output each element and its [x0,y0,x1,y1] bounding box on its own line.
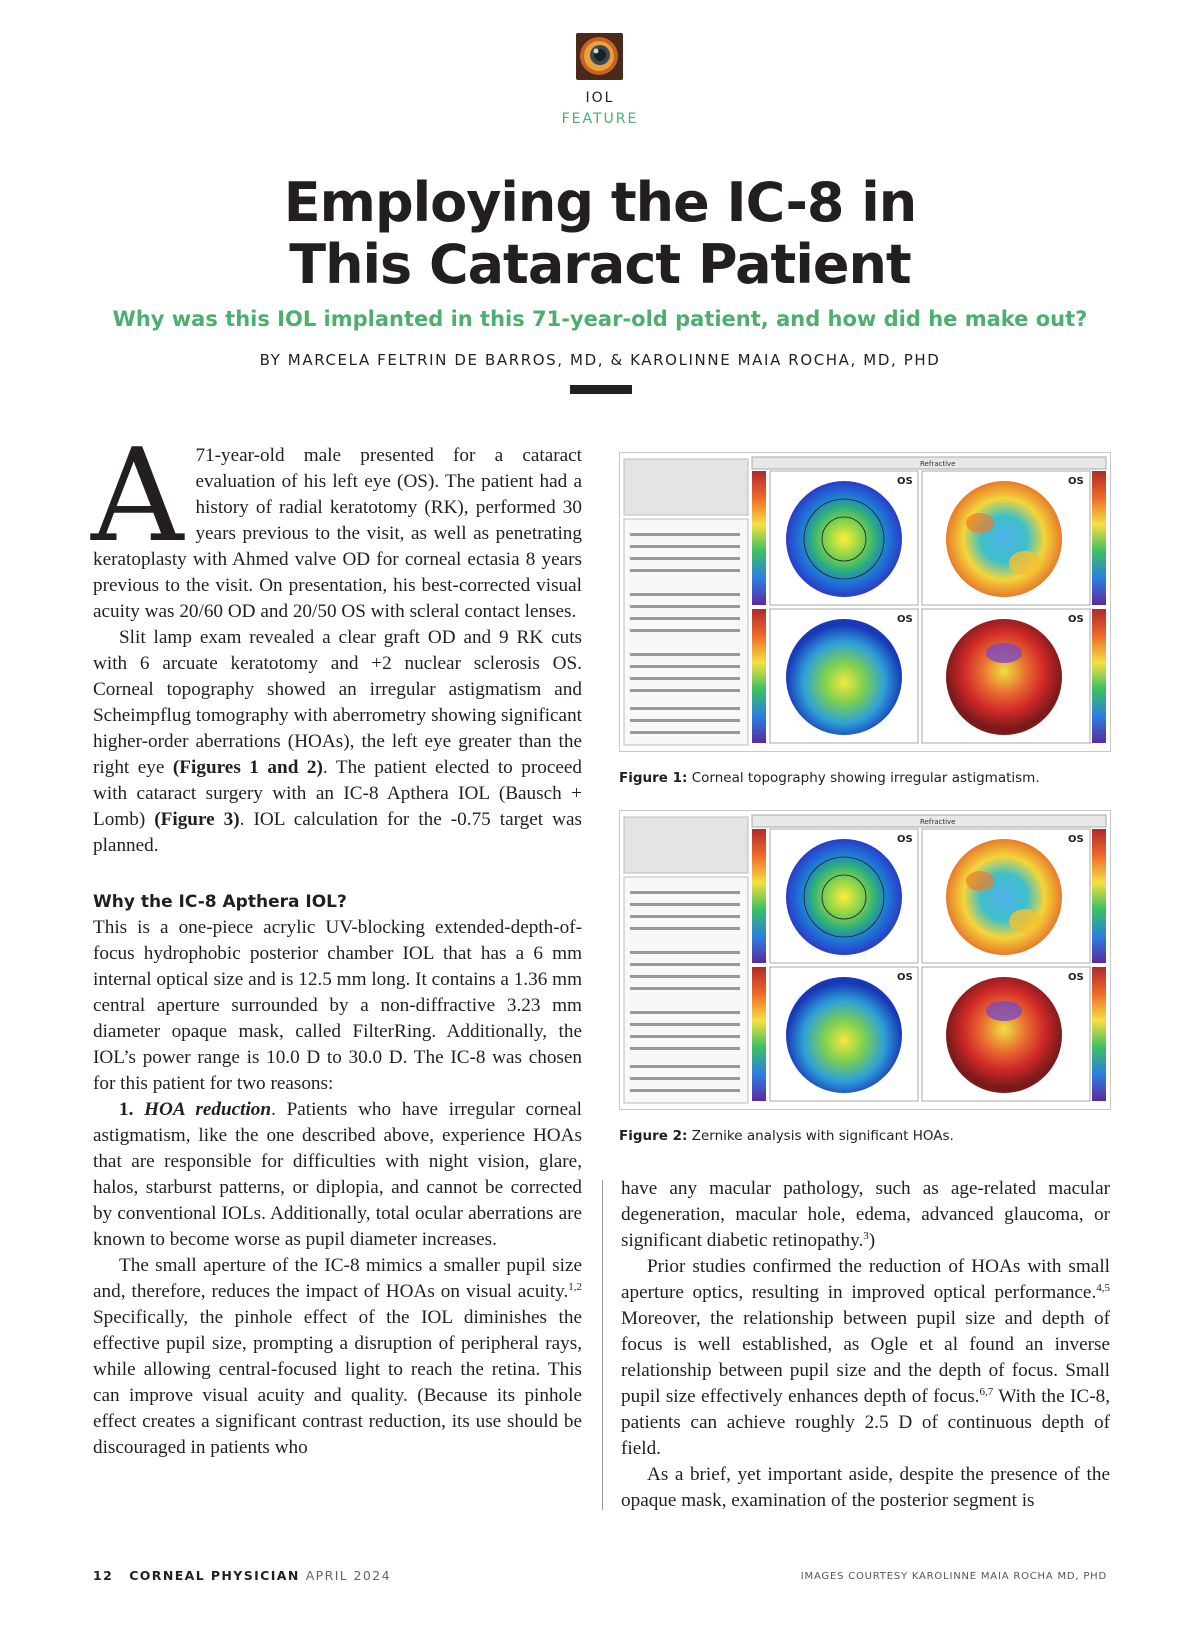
eye-label-os: OS [897,614,913,625]
figure-2-caption [619,1128,954,1144]
eye-label-os: OS [897,476,913,487]
citation: 3 [863,1230,869,1242]
figure-1-caption-text: Corneal topography showing irregular astigmatism. [687,770,1040,786]
article-title [0,172,1200,296]
paragraph-exam-text: Slit lamp exam revealed a clear graft OD and 9 RK cuts with 6 arcuate keratotomy and +2 nuclear sclerosis OS. Corneal topography showed an irregular astigmatism and Scheimpflug tomography with aberrometry showing significant higher-order aberrations (HOAs), the left eye greater than the right eye [93,627,582,778]
figure-1-label: Figure 1: [619,770,688,786]
issue-date: APRIL 2024 [305,1568,391,1583]
subhead: Why the IC-8 Apthera IOL? [93,892,347,912]
left-column [91,422,583,1461]
column-divider [602,1180,603,1510]
list-heading: HOA reduction [144,1099,272,1120]
paragraph-macular-text-2: ) [868,1230,876,1251]
eye-label-os: OS [1068,834,1084,845]
map-title: Refractive [920,818,956,826]
paragraph-aperture-text: The small aperture of the IC-8 mimics a smaller pupil size and, therefore, reduces the impact of HOAs on visual acuity. [93,1255,582,1302]
paragraph-exam [93,625,582,859]
figure-2-caption-text: Zernike analysis with significant HOAs. [687,1128,954,1144]
paragraph-macular [621,1176,1110,1254]
figure-reference-1-2: (Figures 1 and 2) [172,757,323,778]
paragraph-exam-text-2: . The patient elected to proceed with cataract surgery with an IC-8 Apthera IOL (Bausch + Lomb) [93,757,582,830]
zernike-map-graphic [620,811,1110,1109]
figure-1-image [619,452,1111,752]
title-line-1: Employing the IC-8 in [283,171,917,234]
footer [93,1568,391,1583]
title-line-2: This Cataract Patient [289,233,911,296]
drop-cap: A [91,422,184,571]
byline: BY MARCELA FELTRIN DE BARROS, MD, & KAROLINNE MAIA ROCHA, MD, PHD [259,351,941,369]
paragraph-studies-text-3: With the IC-8, patients can achieve roughly 2.5 D of continuous depth of field. [621,1386,1110,1459]
citation: 1,2 [568,1281,582,1293]
paragraph-exam-text-3: . IOL calculation for the -0.75 target was planned. [93,809,582,856]
paragraph-hoa [93,1097,582,1253]
figure-2-label: Figure 2: [619,1128,688,1144]
topography-map-graphic [620,453,1110,751]
eye-label-os: OS [1068,972,1084,983]
paragraph-intro [91,422,582,625]
paragraph-macular-text: have any macular pathology, such as age-related macular degeneration, macular hole, edema, advanced glaucoma, or significant diabetic retinopathy. [621,1178,1110,1251]
paragraph-aside: As a brief, yet important aside, despite the presence of the opaque mask, examination of the posterior segment is [621,1464,1110,1511]
figure-2-image [619,810,1111,1110]
section-label: IOL [585,90,615,106]
eye-label-os: OS [897,834,913,845]
citation: 4,5 [1096,1282,1110,1294]
title-rule [570,385,632,394]
page-number: 12 [93,1568,114,1583]
paragraph-studies-text: Prior studies confirmed the reduction of HOAs with small aperture optics, resulting in improved optical performance. [621,1256,1110,1303]
image-credit: IMAGES COURTESY KAROLINNE MAIA ROCHA MD, PHD [800,1571,1107,1582]
publication-name: CORNEAL PHYSICIAN [129,1568,300,1583]
citation: 6,7 [979,1386,994,1398]
list-number: 1. [119,1099,134,1120]
paragraph-iol: This is a one-piece acrylic UV-blocking extended-depth-of-focus hydrophobic posterior chamber IOL that has a 6 mm internal optical size and is 12.5 mm long. It contains a 1.36 mm central aperture surrounded by a non-diffractive 3.23 mm diameter opaque mask, called FilterRing. Additionally, the IOL’s power range is 10.0 D to 30.0 D. The IC-8 was chosen for this patient for two reasons: [93,917,582,1094]
section-sublabel: FEATURE [561,111,639,127]
map-title: Refractive [920,460,956,468]
paragraph-studies [621,1254,1110,1462]
paragraph-studies-text-2: Moreover, the relationship between pupil size and depth of focus is well established, as Ogle et al found an inverse relationship between pupil size and the depth of focus. Small pupil size effectively enhances depth of focus. [621,1308,1110,1407]
article-subtitle: Why was this IOL implanted in this 71-year-old patient, and how did he make out? [112,307,1088,331]
figure-reference-3: (Figure 3) [154,809,240,830]
right-column [621,1176,1110,1514]
eye-icon [576,33,623,80]
eye-label-os: OS [1068,614,1084,625]
paragraph-aperture [93,1253,582,1461]
paragraph-hoa-text: . Patients who have irregular corneal astigmatism, like the one described above, experience HOAs that are responsible for difficulties with night vision, glare, halos, starburst patterns, or diplopia, and cannot be corrected by conventional IOLs. Additionally, total ocular aberrations are known to become worse as pupil diameter increases. [93,1099,583,1250]
paragraph-aperture-text-2: Specifically, the pinhole effect of the IOL diminishes the effective pupil size, prompting a disruption of peripheral rays, while allowing central-focused light to reach the retina. This can improve visual acuity and quality. (Because its pinhole effect creates a significant contrast reduction, its use should be discouraged in patients who [93,1307,582,1458]
eye-label-os: OS [897,972,913,983]
figure-1-caption [619,770,1040,786]
eye-label-os: OS [1068,476,1084,487]
paragraph-intro-text: 71-year-old male presented for a cataract evaluation of his left eye (OS). The patient had a history of radial keratotomy (RK), performed 30 years previous to the visit, as well as penetrating keratoplasty with Ahmed valve OD for corneal ectasia 8 years previous to the visit. On presentation, his best-corrected visual acuity was 20/60 OD and 20/50 OS with scleral contact lenses. [93,445,582,622]
